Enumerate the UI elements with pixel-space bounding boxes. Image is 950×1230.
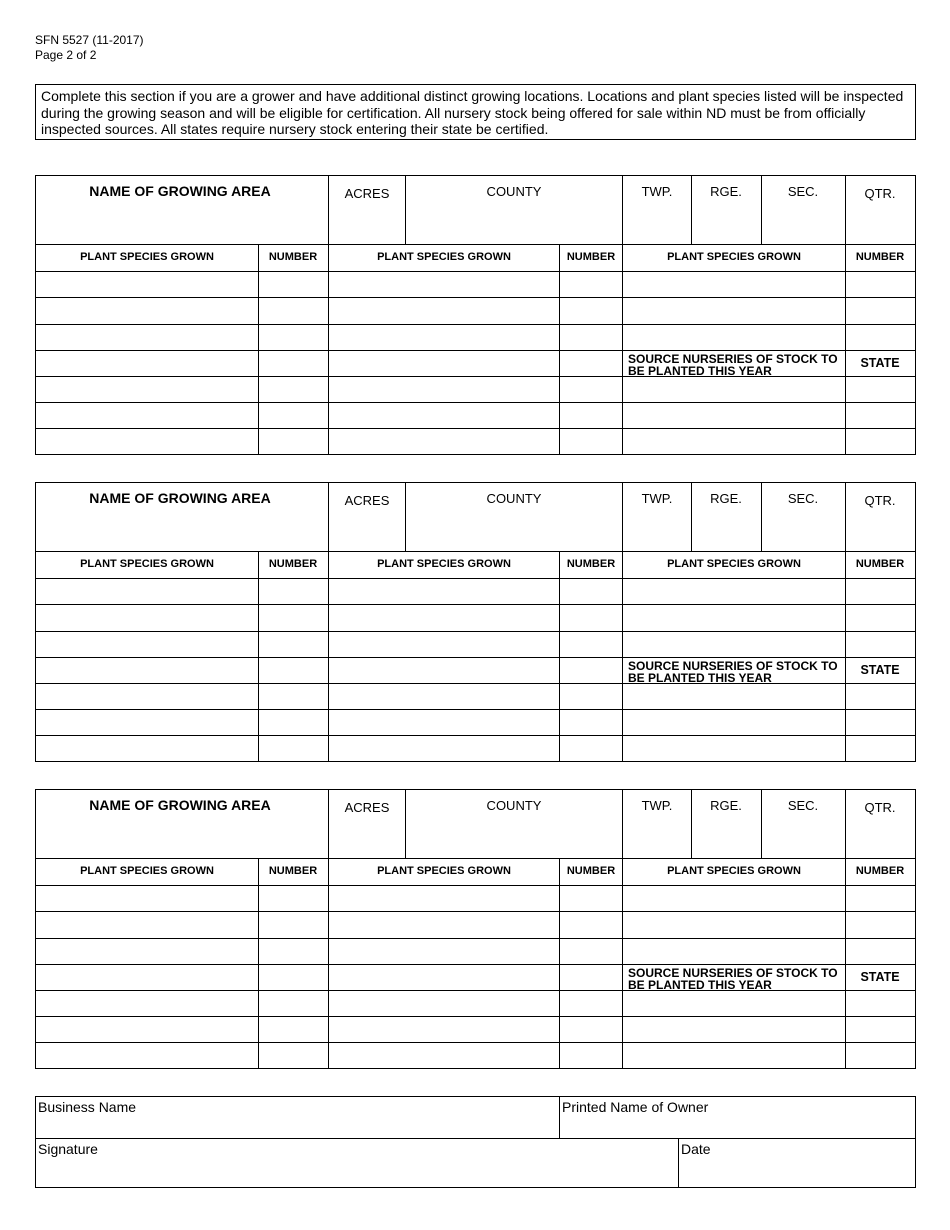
number-cell-input[interactable] — [846, 429, 915, 454]
species-cell-input[interactable] — [329, 939, 559, 964]
plant-species-grown-label: PLANT SPECIES GROWN — [80, 251, 214, 263]
species-cell-input[interactable] — [36, 325, 258, 350]
qtr-input[interactable] — [846, 205, 915, 244]
species-cell-input[interactable] — [36, 710, 258, 735]
number-cell-input[interactable] — [560, 377, 622, 402]
species-cell-input[interactable] — [36, 1017, 258, 1042]
number-cell-input[interactable] — [560, 351, 622, 376]
number-cell-input[interactable] — [560, 605, 622, 631]
plant-species-grown-label: PLANT SPECIES GROWN — [377, 558, 511, 570]
number-cell-input[interactable] — [560, 579, 622, 604]
form-number: SFN 5527 (11-2017) — [35, 33, 144, 47]
county-label: COUNTY — [486, 798, 542, 813]
acres-label: ACRES — [344, 493, 390, 508]
state-label: STATE — [860, 663, 900, 677]
number-cell-input[interactable] — [259, 684, 328, 709]
rge-label: RGE. — [710, 491, 742, 506]
twp-label: TWP. — [641, 798, 673, 813]
rge-input[interactable] — [692, 819, 761, 858]
species-cell-input[interactable] — [329, 272, 559, 297]
species-cell-input[interactable] — [329, 965, 559, 990]
number-cell-input[interactable] — [259, 658, 328, 683]
qtr-label: QTR. — [864, 800, 896, 815]
number-cell-input[interactable] — [846, 377, 915, 402]
date-label: Date — [681, 1141, 711, 1157]
species-cell-input[interactable] — [329, 1017, 559, 1042]
number-label: NUMBER — [855, 865, 905, 877]
plant-species-grown-label: PLANT SPECIES GROWN — [80, 865, 214, 877]
species-cell-input[interactable] — [329, 886, 559, 911]
species-cell-input[interactable] — [36, 605, 258, 631]
species-cell-input[interactable] — [36, 429, 258, 454]
plant-species-grown-label: PLANT SPECIES GROWN — [667, 251, 801, 263]
species-cell-input[interactable] — [36, 1043, 258, 1068]
number-cell-input[interactable] — [560, 298, 622, 324]
species-cell-input[interactable] — [36, 939, 258, 964]
species-cell-input[interactable] — [36, 991, 258, 1016]
species-cell-input[interactable] — [623, 377, 845, 402]
twp-input[interactable] — [623, 819, 691, 858]
state-label: STATE — [860, 970, 900, 984]
number-cell-input[interactable] — [560, 1017, 622, 1042]
species-cell-input[interactable] — [36, 912, 258, 938]
species-cell-input[interactable] — [36, 886, 258, 911]
number-cell-input[interactable] — [560, 325, 622, 350]
printed-name-of-owner-label: Printed Name of Owner — [562, 1099, 709, 1115]
signature-input[interactable] — [36, 1158, 677, 1187]
name-of-growing-area-label: NAME OF GROWING AREA — [89, 183, 271, 199]
species-cell-input[interactable] — [329, 710, 559, 735]
number-cell-input[interactable] — [560, 1043, 622, 1068]
species-cell-input[interactable] — [36, 377, 258, 402]
number-label: NUMBER — [855, 251, 905, 263]
date-input[interactable] — [679, 1158, 915, 1187]
species-cell-input[interactable] — [623, 605, 845, 631]
number-cell-input[interactable] — [259, 886, 328, 911]
state-label: STATE — [860, 356, 900, 370]
twp-label: TWP. — [641, 184, 673, 199]
number-cell-input[interactable] — [259, 272, 328, 297]
signature-label: Signature — [38, 1141, 98, 1157]
species-cell-input[interactable] — [329, 403, 559, 428]
signature-block — [35, 1096, 916, 1188]
rge-input[interactable] — [692, 512, 761, 551]
county-input[interactable] — [406, 512, 622, 551]
number-cell-input[interactable] — [846, 1043, 915, 1068]
number-cell-input[interactable] — [259, 710, 328, 735]
species-cell-input[interactable] — [329, 298, 559, 324]
number-label: NUMBER — [268, 558, 318, 570]
source-nurseries-label: SOURCE NURSERIES OF STOCK TO BE PLANTED THIS YEAR — [628, 659, 838, 685]
number-cell-input[interactable] — [846, 1017, 915, 1042]
number-cell-input[interactable] — [560, 710, 622, 735]
number-cell-input[interactable] — [259, 377, 328, 402]
twp-label: TWP. — [641, 491, 673, 506]
growing-area-section-1 — [35, 175, 916, 455]
number-label: NUMBER — [855, 558, 905, 570]
twp-input[interactable] — [623, 512, 691, 551]
species-cell-input[interactable] — [623, 1043, 845, 1068]
number-cell-input[interactable] — [560, 939, 622, 964]
form-header — [35, 33, 144, 63]
species-cell-input[interactable] — [329, 377, 559, 402]
page-number: Page 2 of 2 — [35, 48, 97, 62]
plant-species-grown-label: PLANT SPECIES GROWN — [377, 865, 511, 877]
number-cell-input[interactable] — [259, 632, 328, 657]
acres-label: ACRES — [344, 800, 390, 815]
species-cell-input[interactable] — [329, 429, 559, 454]
number-cell-input[interactable] — [846, 912, 915, 938]
number-cell-input[interactable] — [560, 272, 622, 297]
species-cell-input[interactable] — [623, 912, 845, 938]
number-cell-input[interactable] — [560, 886, 622, 911]
sec-input[interactable] — [762, 205, 845, 244]
growing-area-name-input[interactable] — [36, 205, 328, 244]
species-cell-input[interactable] — [36, 272, 258, 297]
species-cell-input[interactable] — [36, 736, 258, 761]
number-cell-input[interactable] — [846, 272, 915, 297]
species-cell-input[interactable] — [623, 736, 845, 761]
acres-input[interactable] — [329, 819, 405, 858]
species-cell-input[interactable] — [329, 684, 559, 709]
number-cell-input[interactable] — [259, 1017, 328, 1042]
number-cell-input[interactable] — [259, 912, 328, 938]
number-cell-input[interactable] — [560, 736, 622, 761]
species-cell-input[interactable] — [623, 886, 845, 911]
species-cell-input[interactable] — [623, 939, 845, 964]
number-label: NUMBER — [566, 558, 616, 570]
county-input[interactable] — [406, 205, 622, 244]
business-name-input[interactable] — [36, 1116, 558, 1138]
species-cell-input[interactable] — [623, 298, 845, 324]
number-cell-input[interactable] — [560, 684, 622, 709]
species-cell-input[interactable] — [36, 351, 258, 376]
acres-label: ACRES — [344, 186, 390, 201]
rge-label: RGE. — [710, 184, 742, 199]
species-cell-input[interactable] — [623, 632, 845, 657]
name-of-growing-area-label: NAME OF GROWING AREA — [89, 490, 271, 506]
number-cell-input[interactable] — [259, 403, 328, 428]
species-cell-input[interactable] — [623, 429, 845, 454]
county-label: COUNTY — [486, 491, 542, 506]
number-cell-input[interactable] — [846, 710, 915, 735]
number-cell-input[interactable] — [259, 351, 328, 376]
species-cell-input[interactable] — [329, 736, 559, 761]
number-cell-input[interactable] — [846, 939, 915, 964]
number-cell-input[interactable] — [846, 605, 915, 631]
rge-input[interactable] — [692, 205, 761, 244]
species-cell-input[interactable] — [36, 965, 258, 990]
species-cell-input[interactable] — [623, 272, 845, 297]
number-label: NUMBER — [566, 865, 616, 877]
species-cell-input[interactable] — [329, 912, 559, 938]
number-cell-input[interactable] — [560, 658, 622, 683]
species-cell-input[interactable] — [329, 658, 559, 683]
sec-input[interactable] — [762, 819, 845, 858]
sec-label: SEC. — [787, 491, 819, 506]
number-cell-input[interactable] — [846, 325, 915, 350]
plant-species-grown-label: PLANT SPECIES GROWN — [377, 251, 511, 263]
qtr-label: QTR. — [864, 186, 896, 201]
sec-input[interactable] — [762, 512, 845, 551]
species-cell-input[interactable] — [623, 710, 845, 735]
qtr-input[interactable] — [846, 819, 915, 858]
number-cell-input[interactable] — [259, 939, 328, 964]
species-cell-input[interactable] — [623, 325, 845, 350]
rge-label: RGE. — [710, 798, 742, 813]
county-label: COUNTY — [486, 184, 542, 199]
number-cell-input[interactable] — [846, 736, 915, 761]
number-cell-input[interactable] — [259, 991, 328, 1016]
source-nurseries-label: SOURCE NURSERIES OF STOCK TO BE PLANTED THIS YEAR — [628, 966, 838, 992]
species-cell-input[interactable] — [329, 579, 559, 604]
number-cell-input[interactable] — [560, 403, 622, 428]
name-of-growing-area-label: NAME OF GROWING AREA — [89, 797, 271, 813]
number-cell-input[interactable] — [846, 579, 915, 604]
species-cell-input[interactable] — [36, 632, 258, 657]
qtr-label: QTR. — [864, 493, 896, 508]
sec-label: SEC. — [787, 798, 819, 813]
species-cell-input[interactable] — [329, 991, 559, 1016]
species-cell-input[interactable] — [36, 403, 258, 428]
number-cell-input[interactable] — [560, 991, 622, 1016]
source-nurseries-label: SOURCE NURSERIES OF STOCK TO BE PLANTED THIS YEAR — [628, 352, 838, 378]
number-cell-input[interactable] — [259, 1043, 328, 1068]
species-cell-input[interactable] — [329, 1043, 559, 1068]
growing-area-section-2 — [35, 482, 916, 762]
number-cell-input[interactable] — [560, 965, 622, 990]
growing-area-name-input[interactable] — [36, 512, 328, 551]
number-cell-input[interactable] — [259, 605, 328, 631]
sec-label: SEC. — [787, 184, 819, 199]
owner-name-input[interactable] — [560, 1116, 915, 1138]
growing-area-name-input[interactable] — [36, 819, 328, 858]
acres-input[interactable] — [329, 512, 405, 551]
county-input[interactable] — [406, 819, 622, 858]
number-cell-input[interactable] — [846, 298, 915, 324]
species-cell-input[interactable] — [329, 632, 559, 657]
species-cell-input[interactable] — [623, 1017, 845, 1042]
qtr-input[interactable] — [846, 512, 915, 551]
number-label: NUMBER — [268, 251, 318, 263]
number-label: NUMBER — [566, 251, 616, 263]
number-cell-input[interactable] — [259, 325, 328, 350]
business-name-label: Business Name — [38, 1099, 137, 1115]
growing-area-section-3 — [35, 789, 916, 1069]
species-cell-input[interactable] — [623, 991, 845, 1016]
species-cell-input[interactable] — [36, 658, 258, 683]
number-cell-input[interactable] — [560, 912, 622, 938]
number-cell-input[interactable] — [560, 429, 622, 454]
number-cell-input[interactable] — [259, 429, 328, 454]
number-cell-input[interactable] — [846, 632, 915, 657]
number-cell-input[interactable] — [259, 298, 328, 324]
number-cell-input[interactable] — [560, 632, 622, 657]
twp-input[interactable] — [623, 205, 691, 244]
number-label: NUMBER — [268, 865, 318, 877]
species-cell-input[interactable] — [36, 684, 258, 709]
species-cell-input[interactable] — [36, 579, 258, 604]
species-cell-input[interactable] — [329, 605, 559, 631]
plant-species-grown-label: PLANT SPECIES GROWN — [667, 558, 801, 570]
number-cell-input[interactable] — [259, 736, 328, 761]
number-cell-input[interactable] — [846, 886, 915, 911]
plant-species-grown-label: PLANT SPECIES GROWN — [667, 865, 801, 877]
species-cell-input[interactable] — [36, 298, 258, 324]
instructions-box: Complete this section if you are a grower and have additional distinct growing locations. Locations and plant species listed will be inspected during the growing season and will be eligible for certification. All nursery stock being offered for sale within ND must be from officially inspected sources. All states require nursery stock entering their state be certified. — [35, 84, 916, 140]
species-cell-input[interactable] — [329, 325, 559, 350]
species-cell-input[interactable] — [623, 579, 845, 604]
acres-input[interactable] — [329, 205, 405, 244]
number-cell-input[interactable] — [259, 965, 328, 990]
number-cell-input[interactable] — [259, 579, 328, 604]
number-cell-input[interactable] — [846, 684, 915, 709]
number-cell-input[interactable] — [846, 403, 915, 428]
species-cell-input[interactable] — [623, 684, 845, 709]
species-cell-input[interactable] — [329, 351, 559, 376]
species-cell-input[interactable] — [623, 403, 845, 428]
number-cell-input[interactable] — [846, 991, 915, 1016]
plant-species-grown-label: PLANT SPECIES GROWN — [80, 558, 214, 570]
